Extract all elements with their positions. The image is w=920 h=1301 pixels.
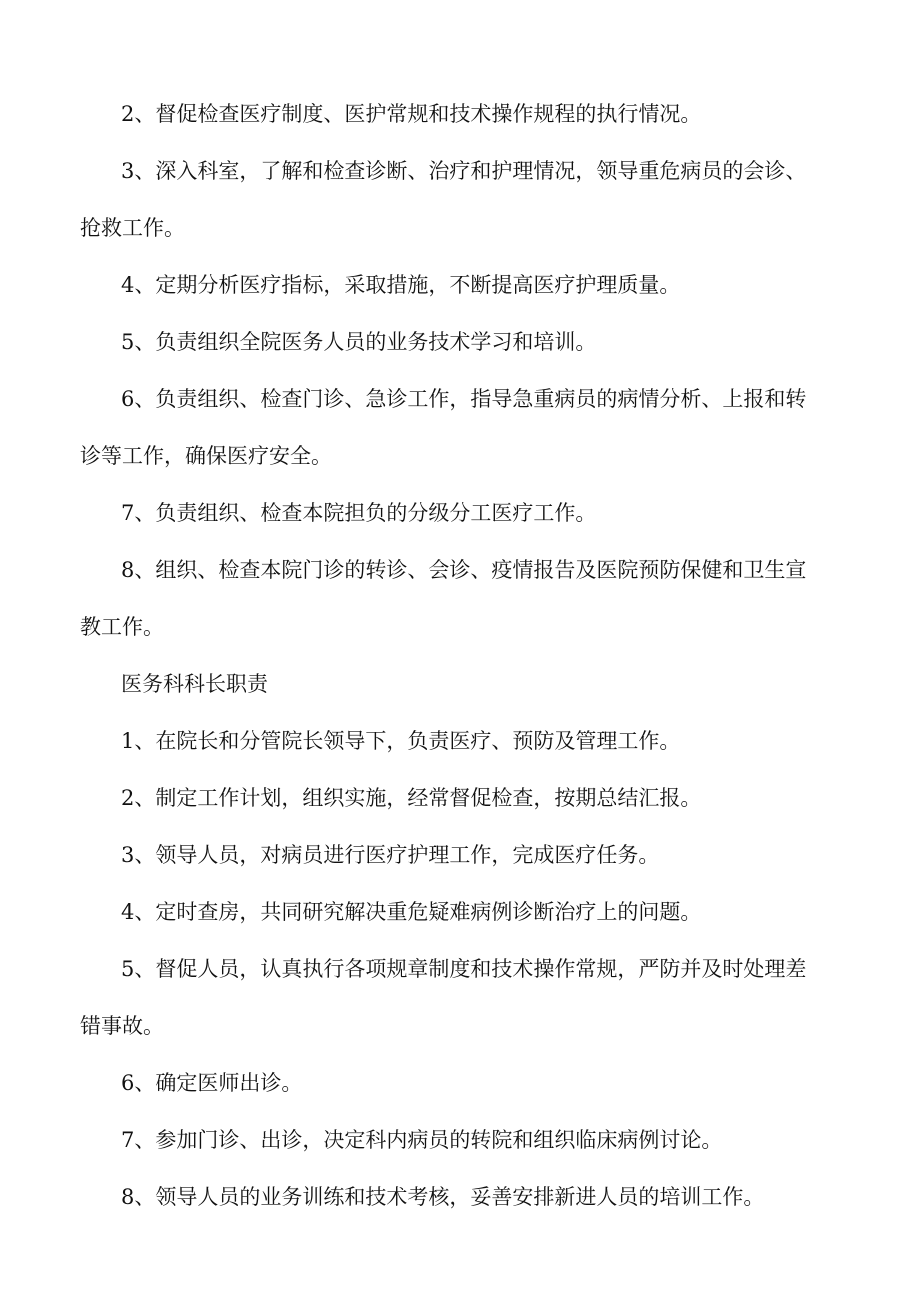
text-line: 3、领导人员，对病员进行医疗护理工作，完成医疗任务。 [121, 843, 660, 867]
heading-text: 医务科科长职责 [121, 672, 268, 696]
paragraph-chief-duty-3 [121, 840, 832, 871]
paragraph-duty-2 [121, 99, 832, 130]
paragraph-chief-duty-7 [121, 1125, 832, 1156]
text-line: 8、组织、检查本院门诊的转诊、会诊、疫情报告及医院预防保健和卫生宣 [121, 558, 807, 582]
paragraph-duty-8 [80, 555, 832, 643]
paragraph-duty-3 [80, 156, 832, 244]
paragraph-chief-duty-4 [121, 897, 832, 928]
paragraph-chief-duty-8 [121, 1182, 832, 1213]
text-line-continued: 抢救工作。 [80, 216, 185, 240]
paragraph-duty-5 [121, 327, 832, 358]
text-line-continued: 诊等工作，确保医疗安全。 [80, 444, 332, 468]
paragraph-chief-duty-1 [121, 726, 832, 757]
text-line: 6、负责组织、检查门诊、急诊工作，指导急重病员的病情分析、上报和转 [121, 387, 807, 411]
text-line: 8、领导人员的业务训练和技术考核，妥善安排新进人员的培训工作。 [121, 1185, 765, 1209]
text-line-continued: 教工作。 [80, 615, 164, 639]
text-line: 2、制定工作计划，组织实施，经常督促检查，按期总结汇报。 [121, 786, 702, 810]
text-line: 3、深入科室，了解和检查诊断、治疗和护理情况，领导重危病员的会诊、 [121, 159, 807, 183]
text-line: 7、参加门诊、出诊，决定科内病员的转院和组织临床病例讨论。 [121, 1128, 723, 1152]
text-line: 7、负责组织、检查本院担负的分级分工医疗工作。 [121, 501, 597, 525]
text-line: 4、定时查房，共同研究解决重危疑难病例诊断治疗上的问题。 [121, 900, 702, 924]
text-line: 4、定期分析医疗指标，采取措施，不断提高医疗护理质量。 [121, 273, 681, 297]
paragraph-duty-4 [121, 270, 832, 301]
text-line-continued: 错事故。 [80, 1014, 164, 1038]
paragraph-duty-6 [80, 384, 832, 472]
paragraph-duty-7 [121, 498, 832, 529]
text-line: 6、确定医师出诊。 [121, 1071, 303, 1095]
text-line: 1、在院长和分管院长领导下，负责医疗、预防及管理工作。 [121, 729, 681, 753]
text-line: 5、督促人员，认真执行各项规章制度和技术操作常规，严防并及时处理差 [121, 957, 807, 981]
text-line: 2、督促检查医疗制度、医护常规和技术操作规程的执行情况。 [121, 102, 702, 126]
text-line: 5、负责组织全院医务人员的业务技术学习和培训。 [121, 330, 597, 354]
paragraph-chief-duty-5 [80, 954, 832, 1042]
paragraph-chief-duty-6 [121, 1068, 832, 1099]
section-heading [121, 669, 832, 700]
paragraph-chief-duty-2 [121, 783, 832, 814]
